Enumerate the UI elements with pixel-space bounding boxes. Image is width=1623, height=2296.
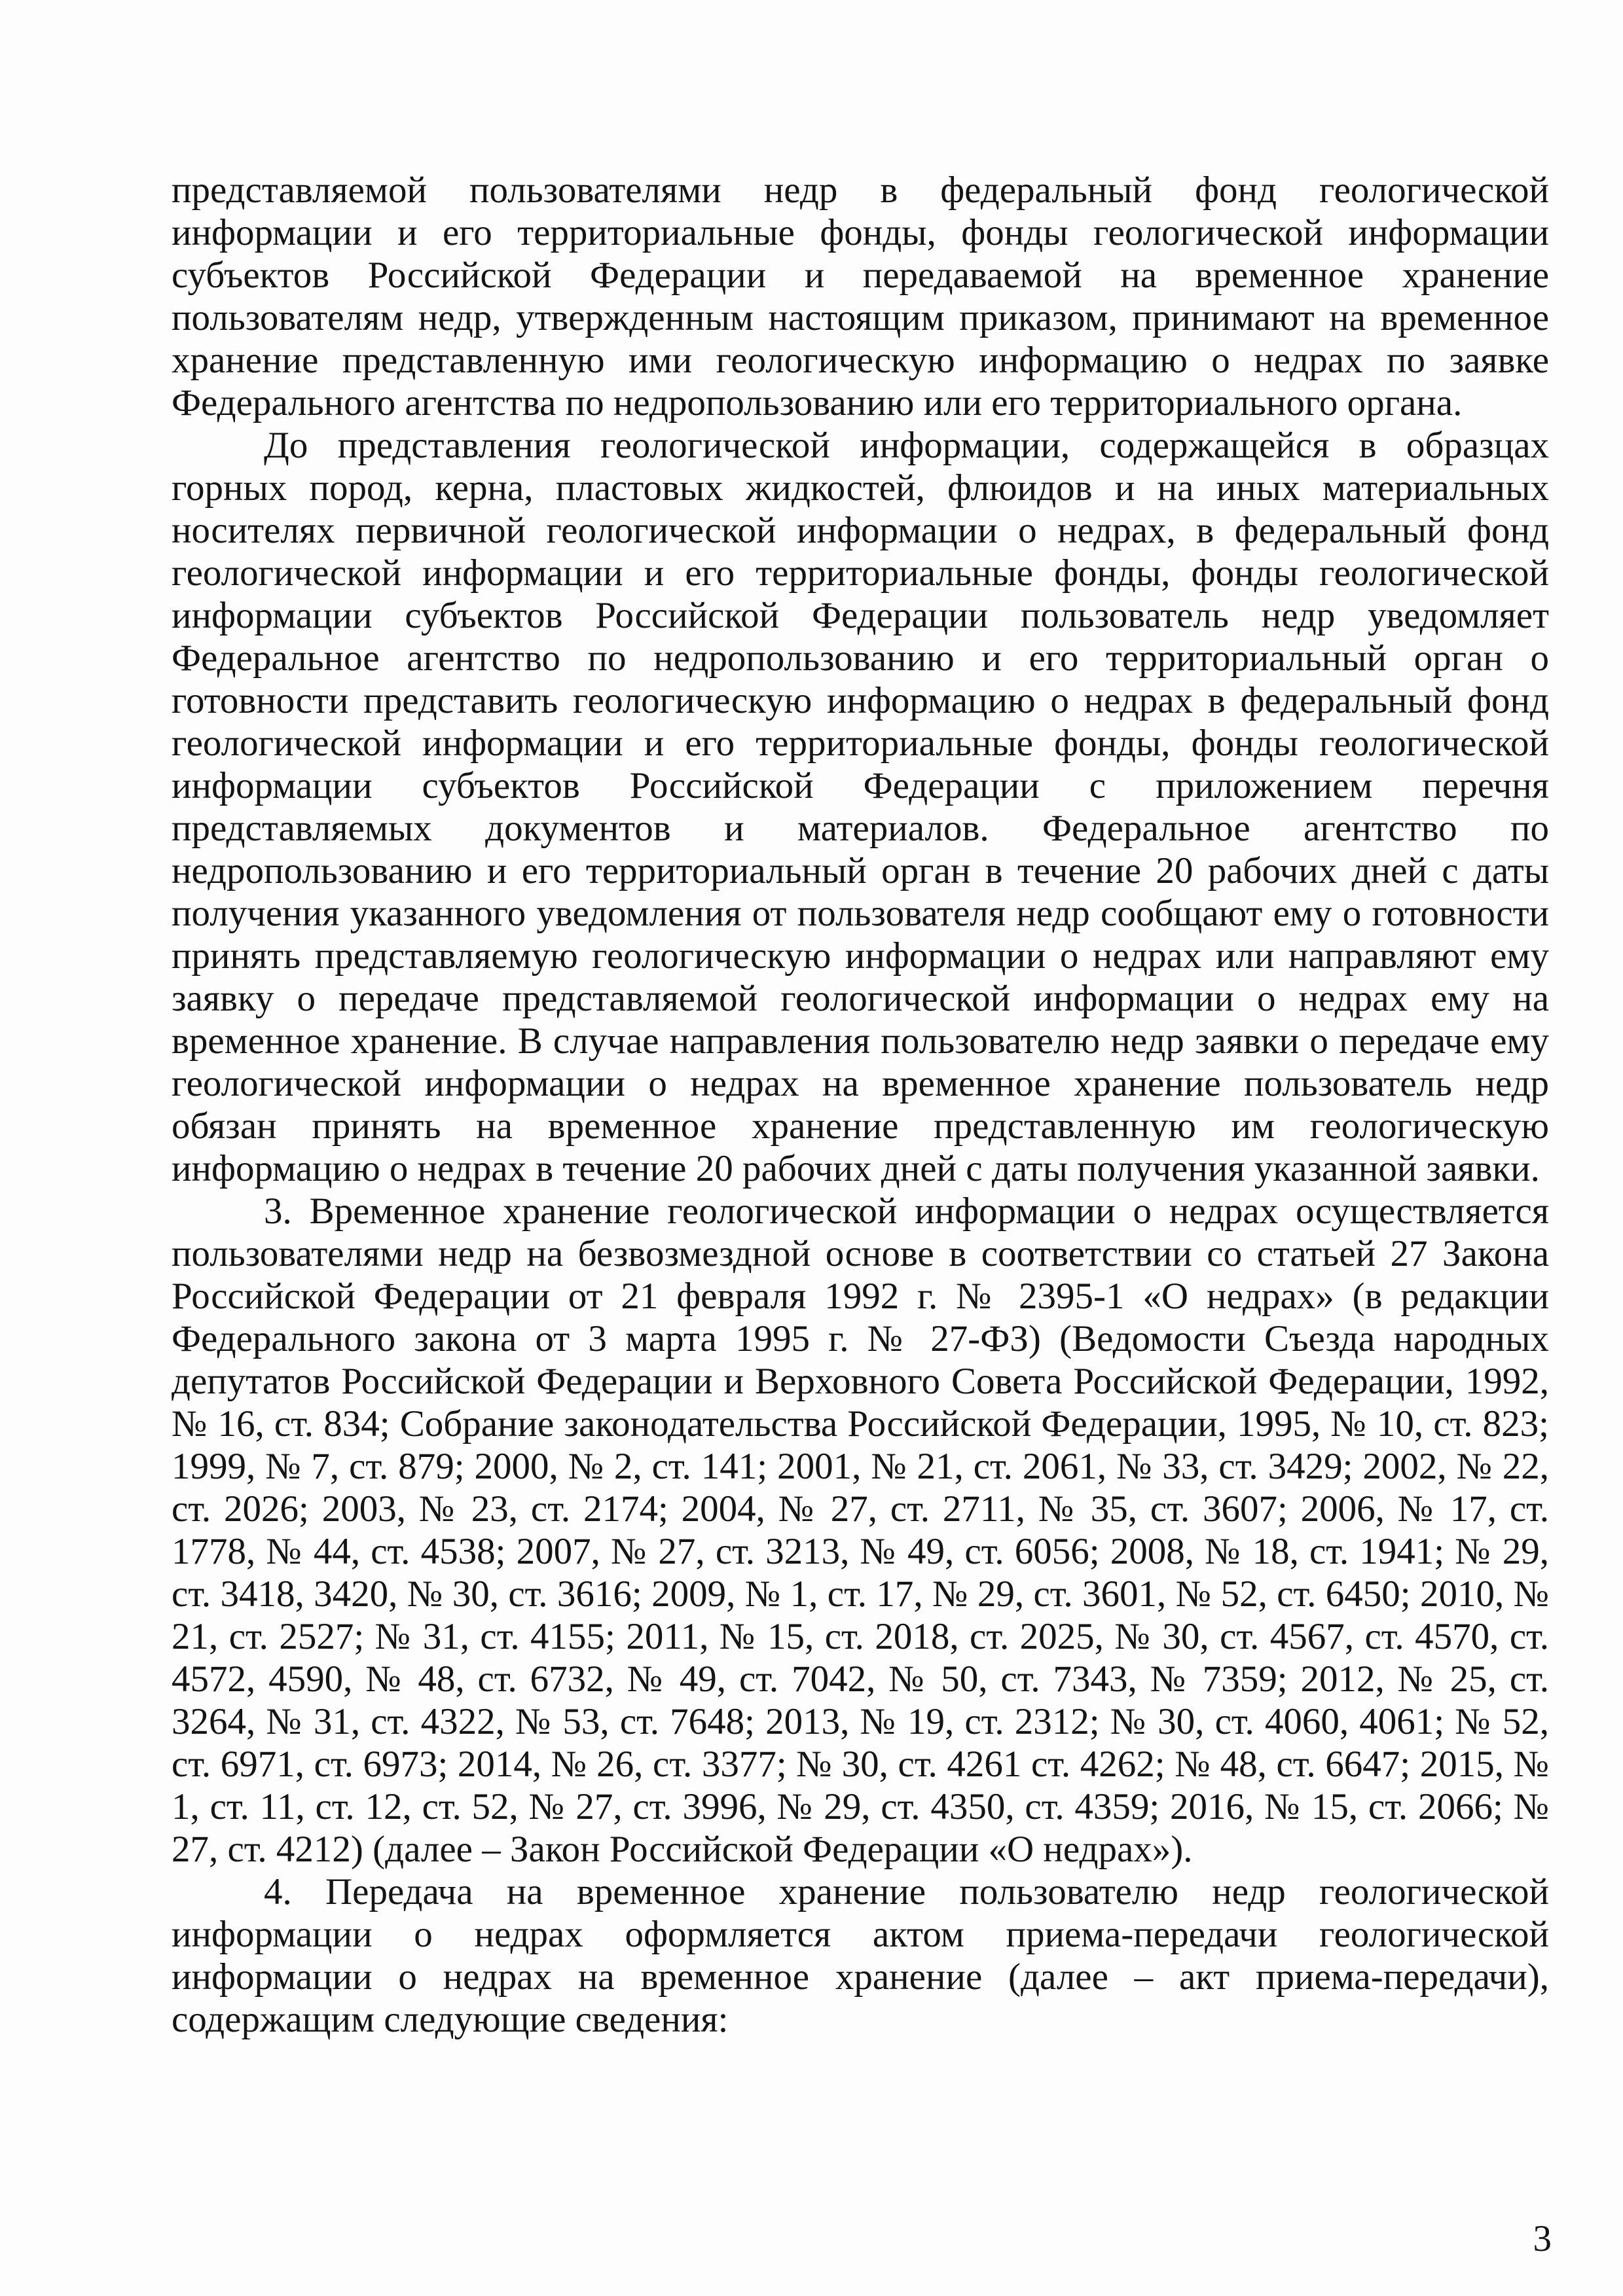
paragraph-item-3: 3. Временное хранение геологической информации о недрах осуществляется пользователями недр на безвозмездной основе в соответствии со статьей 27 Закона Российской Федерации от 21 февраля 1992 г. № 2395-1 «О недрах» (в редакции Федерального закона от 3 марта 1995 г. № 27-ФЗ) (Ведомости Съезда народных депутатов Российской Федерации и Верховного Совета Российской Федерации, 1992, № 16, ст. 834; Собрание законодательства Российской Федерации, 1995, № 10, ст. 823; 1999, № 7, ст. 879; 2000, № 2, ст. 141; 2001, № 21, ст. 2061, № 33, ст. 3429; 2002, № 22, ст. 2026; 2003, № 23, ст. 2174; 2004, № 27, ст. 2711, № 35, ст. 3607; 2006, № 17, ст. 1778, № 44, ст. 4538; 2007, № 27, ст. 3213, № 49, ст. 6056; 2008, № 18, ст. 1941; № 29, ст. 3418, 3420, № 30, ст. 3616; 2009, № 1, ст. 17, № 29, ст. 3601, № 52, ст. 6450; 2010, № 21, ст. 2527; № 31, ст. 4155; 2011, № 15, ст. 2018, ст. 2025, № 30, ст. 4567, ст. 4570, ст. 4572, 4590, № 48, ст. 6732, № 49, ст. 7042, № 50, ст. 7343, № 7359; 2012, № 25, ст. 3264, № 31, ст. 4322, № 53, ст. 7648; 2013, № 19, ст. 2312; № 30, ст. 4060, 4061; № 52, ст. 6971, ст. 6973; 2014, № 26, ст. 3377; № 30, ст. 4261 ст. 4262; № 48, ст. 6647; 2015, № 1, ст. 11, ст. 12, ст. 52, № 27, ст. 3996, № 29, ст. 4350, ст. 4359; 2016, № 15, ст. 2066; № 27, ст. 4212) (далее – Закон Российской Федерации «О недрах»). <box>172 1191 1549 1870</box>
paragraph-notification: До представления геологической информации, содержащейся в образцах горных пород, керна, пластовых жидкостей, флюидов и на иных материальных носителях первичной геологической информации о недрах, в федеральный фонд геологической информации и его территориальные фонды, фонды геологической информации субъектов Российской Федерации пользователь недр уведомляет Федеральное агентство по недропользованию и его территориальный орган о готовности представить геологическую информацию о недрах в федеральный фонд геологической информации и его территориальные фонды, фонды геологической информации субъектов Российской Федерации с приложением перечня представляемых документов и материалов. Федеральное агентство по недропользованию и его территориальный орган в течение 20 рабочих дней с даты получения указанного уведомления от пользователя недр сообщают ему о готовности принять представляемую геологическую информации о недрах или направляют ему заявку о передаче представляемой геологической информации о недрах ему на временное хранение. В случае направления пользователю недр заявки о передаче ему геологической информации о недрах на временное хранение пользователь недр обязан принять на временное хранение представленную им геологическую информацию о недрах в течение 20 рабочих дней с даты получения указанной заявки. <box>172 425 1549 1189</box>
page-number: 3 <box>1533 2218 1552 2259</box>
paragraph-continuation: представляемой пользователями недр в федеральный фонд геологической информации и его территориальные фонды, фонды геологической информации субъектов Российской Федерации и передаваемой на временное хранение пользователям недр, утвержденным настоящим приказом, принимают на временное хранение представленную ими геологическую информацию о недрах по заявке Федерального агентства по недропользованию или его территориального органа. <box>172 170 1549 423</box>
paragraph-item-4: 4. Передача на временное хранение пользователю недр геологической информации о недрах оформляется актом приема-передачи геологической информации о недрах на временное хранение (далее – акт приема-передачи), содержащим следующие сведения: <box>172 1871 1549 2040</box>
document-body <box>172 169 1549 2041</box>
